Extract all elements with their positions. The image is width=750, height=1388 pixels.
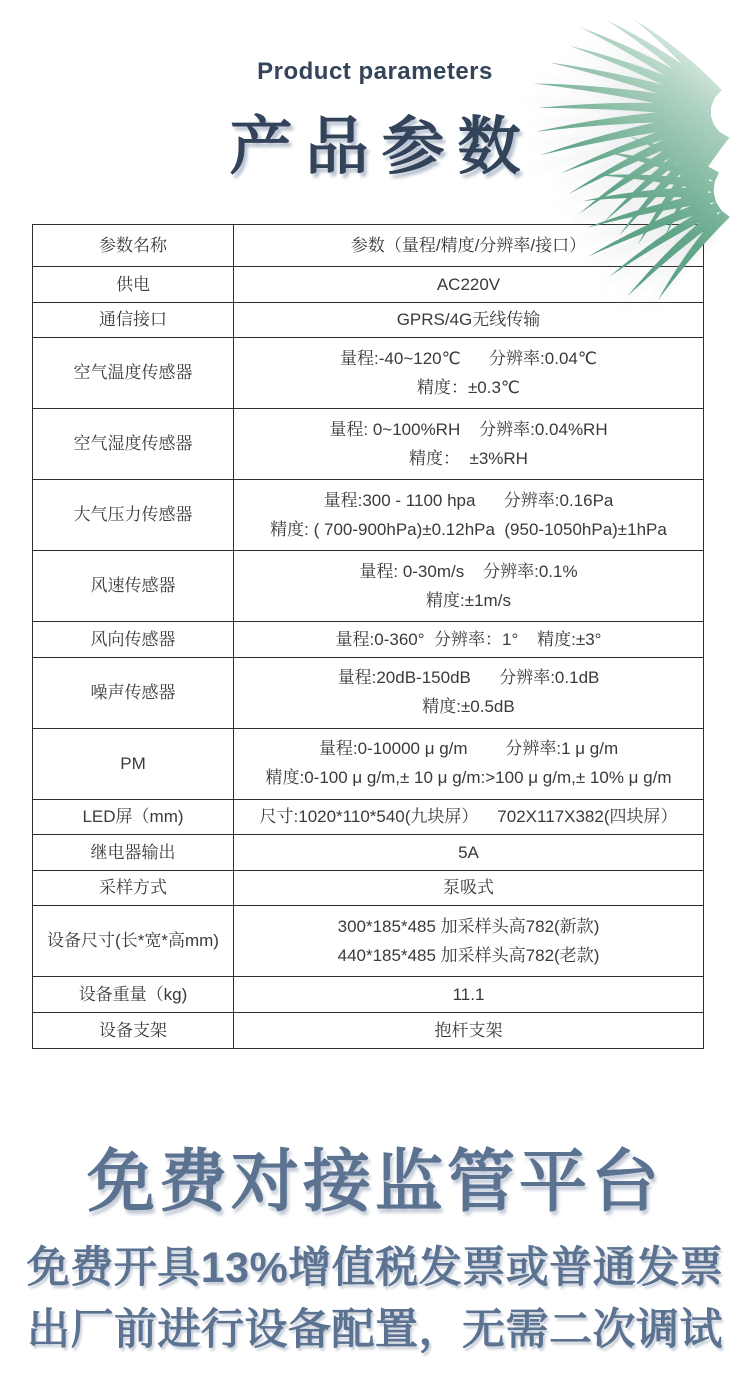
table-row [33, 871, 703, 907]
table-row [33, 729, 703, 800]
spec-table [32, 224, 704, 1049]
value-line: 尺寸:1020*110*540(九块屏） 702X117X382(四块屏） [259, 807, 678, 827]
param-name-label: 空气温度传感器 [73, 363, 193, 383]
header-label: 参数（量程/精度/分辨率/接口） [350, 235, 587, 255]
param-value-cell [234, 906, 703, 976]
value-line: 精度： ±3%RH [409, 448, 528, 468]
table-body [33, 267, 703, 1048]
param-name-cell [33, 871, 234, 906]
value-line: 11.1 [452, 984, 485, 1004]
value-line: 精度: ( 700-900hPa)±0.12hPa (950-1050hPa)±1hPa [270, 519, 667, 539]
value-line: 440*185*485 加采样头高782(老款) [337, 945, 600, 965]
table-row [33, 658, 703, 729]
footer-line-2: 出厂前进行设备配置，无需二次调试 [27, 1306, 723, 1354]
param-name-label: PM [120, 753, 146, 773]
value-line: 抱杆支架 [434, 1020, 503, 1040]
param-name-cell [33, 729, 234, 799]
table-row [33, 409, 703, 480]
value-line: 泵吸式 [443, 878, 494, 898]
table-row [33, 622, 703, 658]
param-name-cell [33, 906, 234, 976]
param-name-cell [33, 338, 234, 408]
param-name-cell [33, 303, 234, 338]
table-row [33, 800, 703, 836]
param-name-cell [33, 835, 234, 870]
param-value-cell [234, 977, 703, 1012]
value-line: AC220V [436, 274, 501, 294]
page-title: 产品参数 [229, 112, 534, 182]
param-name-label: 空气湿度传感器 [73, 434, 193, 454]
value-line: 量程:0-360° 分辨率：1° 精度:±3° [335, 629, 602, 649]
param-value-cell [234, 835, 703, 870]
value-line: GPRS/4G无线传输 [396, 310, 541, 330]
value-line: 量程:0-10000 μ g/m 分辨率:1 μ g/m [318, 739, 619, 759]
param-name-label: 风向传感器 [90, 629, 176, 649]
param-name-cell [33, 267, 234, 302]
value-line: 量程:300 - 1100 hpa 分辨率:0.16Pa [323, 490, 614, 510]
param-name-label: 供电 [116, 274, 150, 294]
param-value-header-cell [234, 225, 703, 266]
value-line: 量程: 0~100%RH 分辨率:0.04%RH [329, 419, 608, 439]
table-row [33, 906, 703, 977]
param-value-cell [234, 622, 703, 657]
param-name-label: 设备重量（kg) [78, 984, 188, 1004]
param-name-header-cell [33, 225, 234, 266]
header-label: 参数名称 [99, 235, 167, 255]
param-value-cell [234, 409, 703, 479]
table-row [33, 267, 703, 303]
value-line: 精度:±1m/s [426, 590, 511, 610]
param-value-cell [234, 1013, 703, 1049]
table-row [33, 551, 703, 622]
param-name-cell [33, 409, 234, 479]
param-name-label: 大气压力传感器 [73, 505, 193, 525]
param-name-label: 噪声传感器 [90, 682, 176, 702]
param-name-label: 通信接口 [99, 310, 167, 330]
page-subtitle: Product parameters [257, 58, 493, 85]
param-name-label: LED屏（mm) [82, 807, 184, 827]
value-line: 量程:20dB-150dB 分辨率:0.1dB [337, 668, 600, 688]
table-row [33, 835, 703, 871]
param-name-cell [33, 800, 234, 835]
param-value-cell [234, 800, 703, 835]
param-value-cell [234, 303, 703, 338]
value-line: 300*185*485 加采样头高782(新款) [337, 916, 600, 936]
param-value-cell [234, 267, 703, 302]
table-header-row [33, 225, 703, 267]
param-value-cell [234, 658, 703, 728]
param-value-cell [234, 480, 703, 550]
header [0, 0, 750, 187]
param-name-cell [33, 1013, 234, 1049]
param-name-label: 设备支架 [99, 1020, 167, 1040]
param-value-cell [234, 338, 703, 408]
param-name-label: 风速传感器 [90, 576, 176, 596]
param-name-cell [33, 480, 234, 550]
value-line: 精度:±0.5dB [422, 697, 515, 717]
table-row [33, 977, 703, 1013]
footer-line-1: 免费开具13%增值税发票或普通发票 [26, 1244, 724, 1292]
value-line: 量程: 0-30m/s 分辨率:0.1% [359, 561, 578, 581]
value-line: 精度：±0.3℃ [416, 377, 521, 397]
value-line: 5A [458, 842, 479, 862]
param-name-cell [33, 551, 234, 621]
table-row [33, 1013, 703, 1049]
param-name-cell [33, 622, 234, 657]
value-line: 精度:0-100 μ g/m,± 10 μ g/m:>100 μ g/m,± 10% μ g/m [265, 768, 672, 788]
table-row [33, 480, 703, 551]
value-line: 量程:-40~120℃ 分辨率:0.04℃ [340, 348, 597, 368]
table-row [33, 338, 703, 409]
param-name-label: 设备尺寸(长*宽*高mm) [47, 931, 219, 951]
param-value-cell [234, 871, 703, 906]
param-value-cell [234, 729, 703, 799]
param-name-label: 继电器输出 [90, 842, 176, 862]
footer-headline: 免费对接监管平台 [86, 1144, 663, 1220]
table-row [33, 303, 703, 339]
param-name-label: 采样方式 [99, 878, 167, 898]
param-name-cell [33, 977, 234, 1012]
param-name-cell [33, 658, 234, 728]
param-value-cell [234, 551, 703, 621]
